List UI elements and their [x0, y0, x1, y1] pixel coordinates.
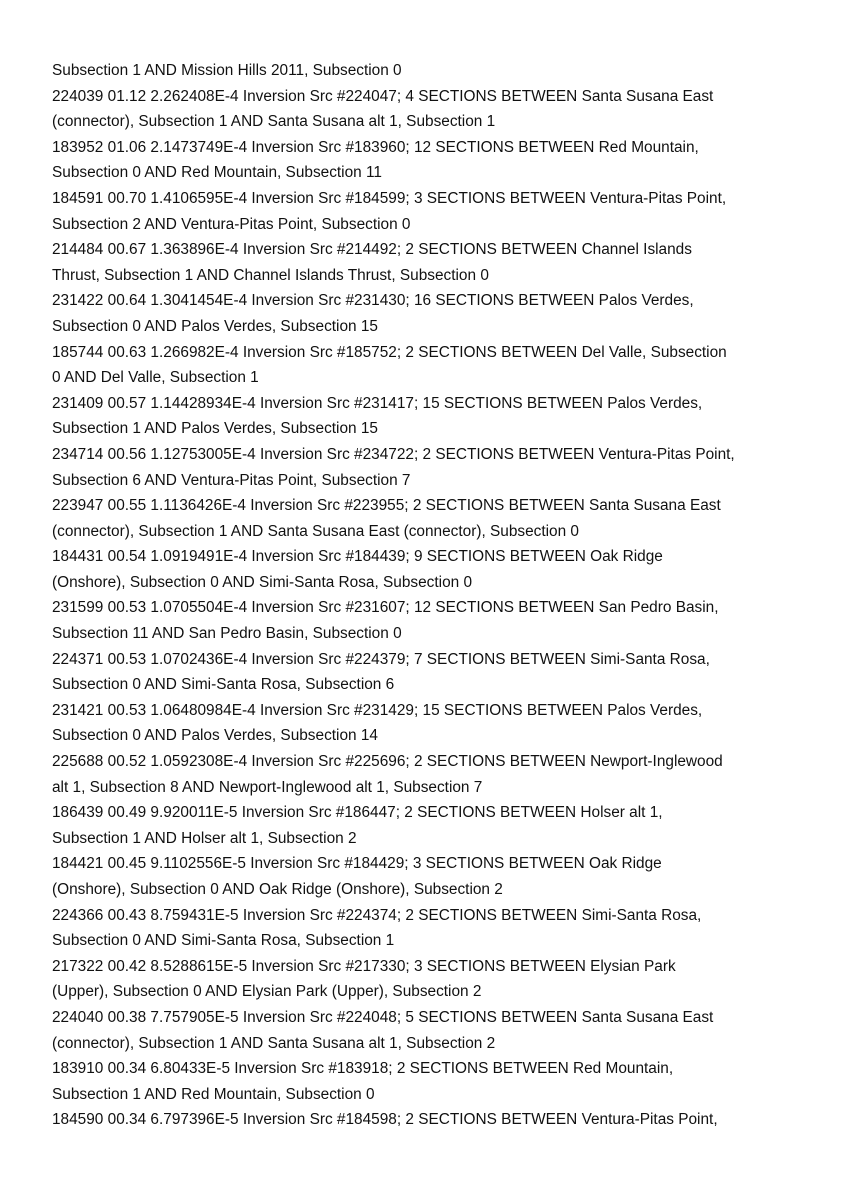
text-line: 224371 00.53 1.0702436E-4 Inversion Src #224379; 7 SECTIONS BETWEEN Simi-Santa Rosa, — [52, 650, 710, 668]
text-line: (Onshore), Subsection 0 AND Oak Ridge (Onshore), Subsection 2 — [52, 881, 503, 898]
text-line: Thrust, Subsection 1 AND Channel Islands Thrust, Subsection 0 — [52, 266, 489, 284]
text-line: 0 AND Del Valle, Subsection 1 — [52, 369, 259, 387]
text-line: Subsection 0 AND Palos Verdes, Subsection 15 — [52, 317, 378, 335]
text-line: alt 1, Subsection 8 AND Newport-Inglewood alt 1, Subsection 7 — [52, 778, 483, 796]
text-line: 231409 00.57 1.14428934E-4 Inversion Src #231417; 15 SECTIONS BETWEEN Palos Verdes, — [52, 394, 703, 412]
text-line: 231422 00.64 1.3041454E-4 Inversion Src #231430; 16 SECTIONS BETWEEN Palos Verdes, — [52, 292, 694, 310]
text-line: Subsection 1 AND Holser alt 1, Subsection 2 — [52, 829, 357, 847]
text-line: (Onshore), Subsection 0 AND Simi-Santa Rosa, Subsection 0 — [52, 573, 473, 591]
text-line: Subsection 6 AND Ventura-Pitas Point, Subsection 7 — [52, 471, 411, 489]
text-line: Subsection 0 AND Red Mountain, Subsection 11 — [52, 164, 382, 182]
text-line: 217322 00.42 8.5288615E-5 Inversion Src #217330; 3 SECTIONS BETWEEN Elysian Park — [52, 957, 676, 975]
text-line: Subsection 11 AND San Pedro Basin, Subsection 0 — [52, 625, 402, 643]
text-line: 225688 00.52 1.0592308E-4 Inversion Src #225696; 2 SECTIONS BETWEEN Newport-Inglewood — [52, 753, 723, 771]
text-line: 224039 01.12 2.262408E-4 Inversion Src #224047; 4 SECTIONS BETWEEN Santa Susana East — [52, 87, 714, 105]
text-line: 186439 00.49 9.920011E-5 Inversion Src #186447; 2 SECTIONS BETWEEN Holser alt 1, — [52, 804, 663, 822]
text-line: 184591 00.70 1.4106595E-4 Inversion Src #184599; 3 SECTIONS BETWEEN Ventura-Pitas Point, — [52, 189, 727, 207]
text-line: (Upper), Subsection 0 AND Elysian Park (Upper), Subsection 2 — [52, 983, 482, 1001]
document-text-block — [52, 58, 822, 1133]
text-line: 183952 01.06 2.1473749E-4 Inversion Src #183960; 12 SECTIONS BETWEEN Red Mountain, — [52, 138, 699, 156]
text-line: 185744 00.63 1.266982E-4 Inversion Src #185752; 2 SECTIONS BETWEEN Del Valle, Subsection — [52, 343, 727, 361]
text-line: 184431 00.54 1.0919491E-4 Inversion Src #184439; 9 SECTIONS BETWEEN Oak Ridge — [52, 548, 663, 566]
text-line: Subsection 1 AND Red Mountain, Subsection 0 — [52, 1085, 375, 1103]
text-line: 183910 00.34 6.80433E-5 Inversion Src #183918; 2 SECTIONS BETWEEN Red Mountain, — [52, 1060, 674, 1078]
text-line: (connector), Subsection 1 AND Santa Susana East (connector), Subsection 0 — [52, 522, 579, 540]
text-line: Subsection 2 AND Ventura-Pitas Point, Subsection 0 — [52, 215, 411, 233]
text-line: 231599 00.53 1.0705504E-4 Inversion Src #231607; 12 SECTIONS BETWEEN San Pedro Basin, — [52, 599, 719, 617]
text-line: 214484 00.67 1.363896E-4 Inversion Src #214492; 2 SECTIONS BETWEEN Channel Islands — [52, 241, 692, 259]
text-line: (connector), Subsection 1 AND Santa Susana alt 1, Subsection 1 — [52, 113, 496, 131]
text-line: Subsection 1 AND Mission Hills 2011, Subsection 0 — [52, 62, 402, 79]
text-line: 184590 00.34 6.797396E-5 Inversion Src #184598; 2 SECTIONS BETWEEN Ventura-Pitas Point, — [52, 1111, 718, 1129]
text-line: 234714 00.56 1.12753005E-4 Inversion Src #234722; 2 SECTIONS BETWEEN Ventura-Pitas Point, — [52, 445, 735, 463]
text-line: 224040 00.38 7.757905E-5 Inversion Src #224048; 5 SECTIONS BETWEEN Santa Susana East — [52, 1008, 714, 1026]
text-line: Subsection 0 AND Simi-Santa Rosa, Subsection 1 — [52, 932, 395, 950]
text-line: 184421 00.45 9.1102556E-5 Inversion Src #184429; 3 SECTIONS BETWEEN Oak Ridge — [52, 855, 662, 873]
text-line: 224366 00.43 8.759431E-5 Inversion Src #224374; 2 SECTIONS BETWEEN Simi-Santa Rosa, — [52, 906, 702, 924]
text-line: 231421 00.53 1.06480984E-4 Inversion Src #231429; 15 SECTIONS BETWEEN Palos Verdes, — [52, 701, 703, 719]
text-line: Subsection 0 AND Simi-Santa Rosa, Subsection 6 — [52, 676, 395, 694]
text-line: (connector), Subsection 1 AND Santa Susana alt 1, Subsection 2 — [52, 1034, 496, 1052]
text-line: 223947 00.55 1.1136426E-4 Inversion Src #223955; 2 SECTIONS BETWEEN Santa Susana East — [52, 497, 721, 515]
text-line: Subsection 0 AND Palos Verdes, Subsection 14 — [52, 727, 378, 745]
text-line: Subsection 1 AND Palos Verdes, Subsection 15 — [52, 420, 378, 438]
